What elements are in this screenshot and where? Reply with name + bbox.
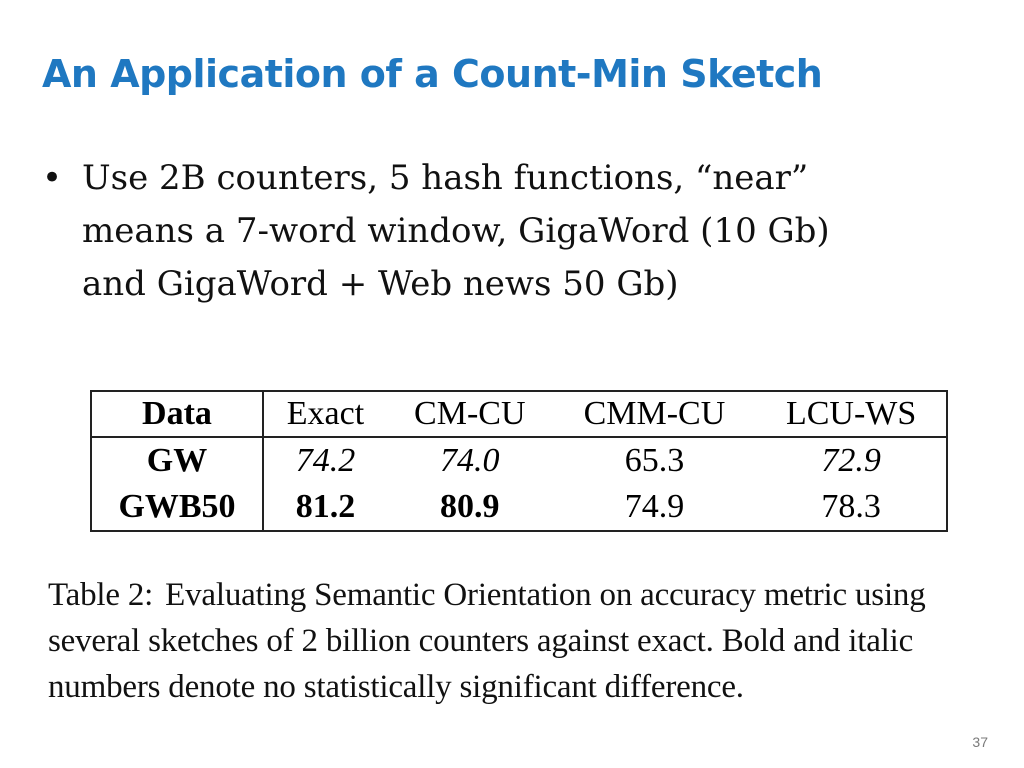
table-row — [91, 437, 947, 484]
table-cell: 65.3 — [624, 442, 685, 479]
table-cell: 74.0 — [440, 442, 500, 479]
header-cmm-cu: CMM-CU — [553, 391, 757, 437]
table-cell: 78.3 — [821, 488, 881, 525]
caption-text: Evaluating Semantic Orientation on accuracy metric using several sketches of 2 billion counters against exact. Bold and italic numbers denote no statistically significant difference. — [48, 577, 926, 705]
table-cell: 80.9 — [440, 488, 500, 525]
header-lcu-ws: LCU-WS — [756, 391, 947, 437]
bullet-item — [42, 152, 862, 311]
bullet-dot: • — [42, 158, 63, 198]
table-cell: 72.9 — [821, 442, 881, 479]
slide-title: An Application of a Count-Min Sketch — [42, 52, 823, 96]
table-cell: 81.2 — [295, 488, 356, 525]
header-cm-cu: CM-CU — [387, 391, 553, 437]
table-caption — [48, 572, 998, 710]
table-header-row — [91, 391, 947, 437]
table-cell: 74.2 — [295, 442, 356, 479]
header-data: Data — [91, 391, 263, 437]
caption-label: Table 2: — [48, 577, 154, 613]
table-row — [91, 484, 947, 531]
table-cell: 74.9 — [624, 488, 685, 525]
page-number: 37 — [972, 734, 988, 750]
results-table — [90, 390, 948, 532]
header-exact: Exact — [263, 391, 387, 437]
bullet-text: Use 2B counters, 5 hash functions, “near” means a 7-word window, GigaWord (10 Gb) and GigaWord + Web news 50 Gb) — [82, 158, 830, 304]
row-label: GWB50 — [91, 484, 263, 531]
row-label: GW — [91, 437, 263, 484]
